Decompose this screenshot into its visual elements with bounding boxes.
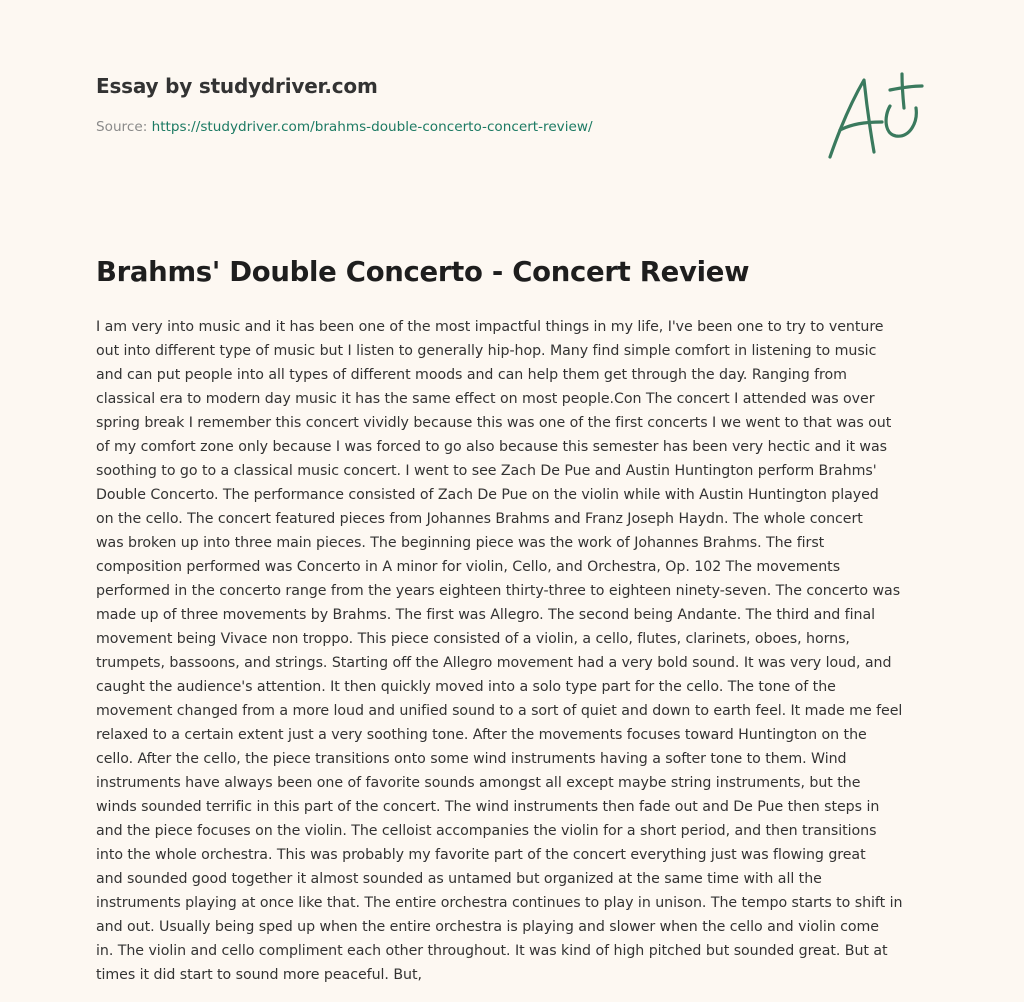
essay-line: composition performed was Concerto in A minor for violin, Cello, and Orchestra, Op. 102 The movements [96,559,841,575]
source-line [96,119,593,135]
essay-line: Double Concerto. The performance consisted of Zach De Pue on the violin while with Austin Huntington played [96,487,879,503]
essay-line: instruments have always been one of favorite sounds amongst all except maybe string instruments, but the [96,775,861,791]
essay-line: instruments playing at once like that. The entire orchestra continues to play in unison. The tempo starts to shift in [96,895,903,911]
site-title: Essay by studydriver.com [96,74,378,98]
essay-line: made up of three movements by Brahms. The first was Allegro. The second being Andante. The third and final [96,607,875,623]
essay-line: in. The violin and cello compliment each other throughout. It was kind of high pitched but sounded great. But at [96,943,888,959]
essay-line: performed in the concerto range from the years eighteen thirty-three to eighteen ninety-seven. The concerto was [96,583,901,599]
essay-line: was broken up into three main pieces. The beginning piece was the work of Johannes Brahms. The first [96,535,825,551]
essay-line: soothing to go to a classical music concert. I went to see Zach De Pue and Austin Huntington perform Brahms' [96,463,877,479]
document-title: Brahms' Double Concerto - Concert Review [96,256,750,288]
essay-line: spring break I remember this concert vividly because this was one of the first concerts I we went to that was out [96,415,892,431]
essay-line: out into different type of music but I listen to generally hip-hop. Many find simple comfort in listening to music [96,343,877,359]
essay-line: winds sounded terrific in this part of the concert. The wind instruments then fade out and De Pue then steps in [96,799,880,815]
essay-line: trumpets, bassoons, and strings. Starting off the Allegro movement had a very bold sound. It was very loud, and [96,655,892,671]
essay-line: and can put people into all types of different moods and can help them get through the day. Ranging from [96,367,847,383]
essay-line: into the whole orchestra. This was probably my favorite part of the concert everything just was flowing great [96,847,866,863]
page-header [96,74,593,135]
essay-line: on the cello. The concert featured pieces from Johannes Brahms and Franz Joseph Haydn. The whole concert [96,511,863,527]
essay-line: movement being Vivace non troppo. This piece consisted of a violin, a cello, flutes, clarinets, oboes, horns, [96,631,850,647]
essay-line: times it did start to sound more peaceful. But, [96,967,422,983]
essay-line: and out. Usually being sped up when the entire orchestra is playing and slower when the cello and violin come [96,919,879,935]
essay-line: caught the audience's attention. It then quickly moved into a solo type part for the cello. The tone of the [96,679,836,695]
essay-line: I am very into music and it has been one of the most impactful things in my life, I've been one to try to venture [96,319,884,335]
a-plus-grade-icon [818,64,930,164]
essay-line: and sounded good together it almost sounded as untamed but organized at the same time with all the [96,871,822,887]
essay-line: relaxed to a certain extent just a very soothing tone. After the movements focuses toward Huntington on the [96,727,867,743]
essay-line: cello. After the cello, the piece transitions onto some wind instruments having a softer tone to them. Wind [96,751,847,767]
source-link[interactable]: https://studydriver.com/brahms-double-concerto-concert-review/ [151,119,593,135]
essay-line: classical era to modern day music it has the same effect on most people.Con The concert I attended was over [96,391,875,407]
essay-line: and the piece focuses on the violin. The celloist accompanies the violin for a short period, and then transitions [96,823,877,839]
source-label: Source: [96,119,152,135]
essay-line: of my comfort zone only because I was forced to go also because this semester has been very hectic and it was [96,439,887,455]
essay-line: movement changed from a more loud and unified sound to a sort of quiet and down to earth feel. It made me feel [96,703,903,719]
essay-body [96,315,936,987]
